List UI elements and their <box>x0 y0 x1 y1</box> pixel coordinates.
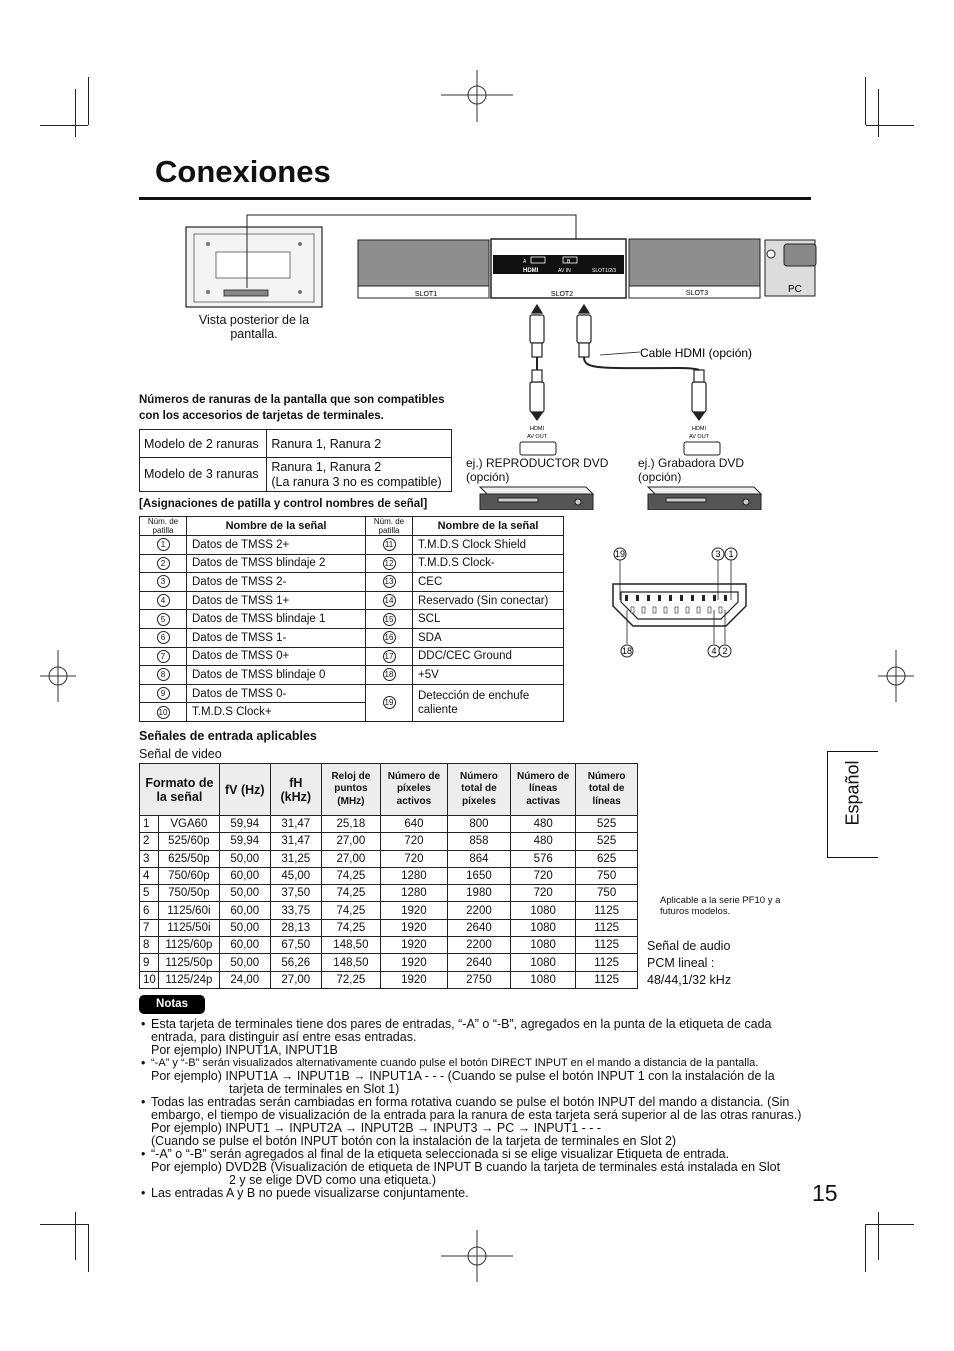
table-header: Formato de la señal fV (Hz) fH (kHz) Reloj de puntos (MHz) Número de píxeles activos Número total de píxeles Número de líneas activas Número total de líneas <box>140 764 638 816</box>
title-rule <box>139 197 811 200</box>
svg-text:A: A <box>523 259 527 265</box>
svg-text:19: 19 <box>614 549 626 559</box>
signal-table <box>139 763 638 989</box>
pin-number: 13 <box>383 575 396 588</box>
pin-number: 17 <box>383 650 396 663</box>
pin-number: 6 <box>157 631 170 644</box>
connector-pin <box>686 607 689 613</box>
connector-pin <box>713 595 716 601</box>
slot-1 <box>358 240 489 298</box>
note-item: • Esta tarjeta de terminales tiene dos pares de entradas, “-A” o “-B”, agregados en la punta de la etiqueta de cada entrada, para distinguir así entre esas entradas. Por ejemplo) INPUT1A, INPUT1B <box>139 1018 819 1057</box>
table-row: 3 625/50p 50,00 31,25 27,00 720 864 576 625 <box>140 850 638 867</box>
connector-pin <box>724 595 727 601</box>
table-row: Modelo de 2 ranuras Ranura 1, Ranura 2 <box>140 430 452 458</box>
note-item: • Las entradas A y B no puede visualizarse conjuntamente. <box>139 1187 819 1200</box>
connector-pin <box>647 595 650 601</box>
pin-number: 15 <box>383 613 396 626</box>
connector-pin <box>702 595 705 601</box>
language-tab <box>827 751 878 858</box>
connector-pin <box>664 607 667 613</box>
hdmi-connector-diagram <box>595 540 765 665</box>
svg-text:2: 2 <box>722 646 728 656</box>
dvd-player-illustration <box>480 487 593 510</box>
slots-heading: Números de ranuras de la pantalla que son compatibles con los accesorios de tarjetas de terminales. <box>139 394 445 422</box>
slot-2 <box>491 239 626 298</box>
pin-number: 19 <box>383 696 396 709</box>
rear-view-label: Vista posterior de la pantalla. <box>198 313 310 341</box>
connector-pin <box>719 607 722 613</box>
svg-text:HDMI: HDMI <box>529 426 545 432</box>
rear-panel-illustration <box>186 227 322 307</box>
table-row: 10 1125/24p 24,00 27,00 72,25 1920 2750 1080 1125 <box>140 971 638 988</box>
note-item: • “-A” o “-B” serán agregados al final de la etiqueta seleccionada si se elige visualizar Etiqueta de entrada. Por ejemplo) DVD2B (Visualización de etiqueta de INPUT B cuando la tarjeta de terminales está instalada en Slot 2 y se elige DVD como una etiqueta.) <box>139 1148 819 1187</box>
connector-pin <box>631 607 634 613</box>
table-row: 6 1125/60i 60,00 33,75 74,25 1920 2200 1080 1125 <box>140 902 638 919</box>
table-header: Núm. de patilla Nombre de la señal Núm. de patilla Nombre de la señal <box>140 517 564 536</box>
svg-text:3: 3 <box>715 549 721 559</box>
table-row: 5 750/50p 50,00 37,50 74,25 1280 1980 720 750 <box>140 885 638 902</box>
pin-number: 9 <box>157 687 170 700</box>
series-note: Aplicable a la serie PF10 y a futuros modelos. <box>660 895 781 917</box>
connector-pin <box>669 595 672 601</box>
table-row: 7 1125/50i 50,00 28,13 74,25 1920 2640 1080 1125 <box>140 919 638 936</box>
notes-badge: Notas <box>139 995 205 1014</box>
table-row: 9 Datos de TMSS 0- 19 Detección de enchufe caliente <box>140 684 564 703</box>
pin-number: 10 <box>157 706 170 719</box>
pin-number: 5 <box>157 613 170 626</box>
audio-signal-block: Señal de audio PCM lineal : 48/44,1/32 kHz <box>647 939 732 987</box>
svg-text:HDMI: HDMI <box>523 268 539 274</box>
note-item: • Todas las entradas serán cambiadas en forma rotativa cuando se pulse el botón INPUT del mando a distancia. (Sin embargo, el tiempo de visualización de la entrada para la ranura de esta tarjeta será superior al de las otras ranuras.) Por ejemplo) INPUT1 → INPUT2A → INPUT2B → INPUT3 → PC → INPUT1 - - - (Cuando se pulse el botón INPUT botón con la instalación de la tarjeta de terminales en Slot 2) <box>139 1096 819 1148</box>
table-row: 9 1125/50p 50,00 56,26 148,50 1920 2640 1080 1125 <box>140 954 638 971</box>
table-row: 8 1125/60p 60,00 67,50 148,50 1920 2200 1080 1125 <box>140 937 638 954</box>
page-number: 15 <box>812 1180 838 1206</box>
dvd-recorder-label: ej.) Grabadora DVD (opción) <box>638 456 745 484</box>
pin-number: 4 <box>157 594 170 607</box>
table-row: Modelo de 3 ranuras Ranura 1, Ranura 2 (La ranura 3 no es compatible) <box>140 458 452 492</box>
pc-port <box>765 240 816 296</box>
slot-3 <box>629 239 760 298</box>
connector-pin <box>697 607 700 613</box>
connector-pin <box>708 607 711 613</box>
pc-label: PC <box>788 284 802 295</box>
connector-pin <box>653 607 656 613</box>
connector-pin <box>691 595 694 601</box>
slot2-label: SLOT2 <box>550 291 574 298</box>
hdmi-cable-label: Cable HDMI (opción) <box>640 346 753 360</box>
connector-pin <box>642 607 645 613</box>
svg-text:SLOT1/2/3: SLOT1/2/3 <box>592 268 617 274</box>
svg-text:HDMI: HDMI <box>691 426 707 432</box>
table-row: 1 Datos de TMSS 2+ 11 T.M.D.S Clock Shield <box>140 536 564 555</box>
table-row: 2 Datos de TMSS blindaje 2 12 T.M.D.S Clock- <box>140 554 564 573</box>
notes-list <box>139 1018 819 1200</box>
table-row: 1 VGA60 59,94 31,47 25,18 640 800 480 525 <box>140 816 638 833</box>
svg-text:AV IN: AV IN <box>558 268 571 274</box>
note-item: • “-A” y “-B” serán visualizados alternativamente cuando pulse el botón DIRECT INPUT en el mando a distancia de la pantalla. Por ejemplo) INPUT1A → INPUT1B → INPUT1A - - - (Cuando se pulse el botón INPUT 1 con la instalación de la tarjeta de terminales en Slot 1) <box>139 1057 819 1096</box>
connector-pin <box>658 595 661 601</box>
connector-pin <box>636 595 639 601</box>
pins-heading: [Asignaciones de patilla y control nombres de señal] <box>139 498 428 510</box>
pin-number: 7 <box>157 650 170 663</box>
svg-text:18: 18 <box>621 646 633 656</box>
dvd-recorder-illustration <box>648 487 761 510</box>
svg-text:AV OUT: AV OUT <box>688 434 710 440</box>
slot1-label: SLOT1 <box>414 291 438 298</box>
connector-pin <box>625 595 628 601</box>
table-row: 8 Datos de TMSS blindaje 0 18 +5V <box>140 666 564 685</box>
pin-number: 16 <box>383 631 396 644</box>
svg-text:B: B <box>567 259 571 265</box>
table-row: 4 Datos de TMSS 1+ 14 Reservado (Sin conectar) <box>140 591 564 610</box>
table-row: 10 T.M.D.S Clock+ <box>140 703 564 722</box>
svg-text:4: 4 <box>711 646 717 656</box>
table-row: 4 750/60p 60,00 45,00 74,25 1280 1650 720 750 <box>140 867 638 884</box>
table-row: 6 Datos de TMSS 1- 16 SDA <box>140 628 564 647</box>
table-row: 5 Datos de TMSS blindaje 1 15 SCL <box>140 610 564 629</box>
pin-number: 2 <box>157 557 170 570</box>
language-label: Español <box>842 760 863 826</box>
page-title: Conexiones <box>155 154 331 189</box>
pin-number: 8 <box>157 668 170 681</box>
video-signal-label: Señal de video <box>139 747 222 761</box>
connector-pin <box>675 607 678 613</box>
hdmi-plugs <box>530 305 706 420</box>
pin-number: 12 <box>383 557 396 570</box>
pin-number: 3 <box>157 575 170 588</box>
table-row: 2 525/60p 59,94 31,47 27,00 720 858 480 525 <box>140 833 638 850</box>
slots-table <box>139 429 452 492</box>
dvd-player-label: ej.) REPRODUCTOR DVD (opción) <box>466 456 609 484</box>
svg-text:1: 1 <box>728 549 734 559</box>
pin-number: 11 <box>383 538 396 551</box>
signals-heading: Señales de entrada aplicables <box>139 729 317 743</box>
slot3-label: SLOT3 <box>685 290 709 297</box>
pin-number: 18 <box>383 668 396 681</box>
svg-text:AV OUT: AV OUT <box>526 434 548 440</box>
connector-pin <box>680 595 683 601</box>
pin-table <box>139 516 564 722</box>
pin-number: 1 <box>157 538 170 551</box>
table-row: 3 Datos de TMSS 2- 13 CEC <box>140 573 564 592</box>
pin-number: 14 <box>383 594 396 607</box>
table-row: 7 Datos de TMSS 0+ 17 DDC/CEC Ground <box>140 647 564 666</box>
